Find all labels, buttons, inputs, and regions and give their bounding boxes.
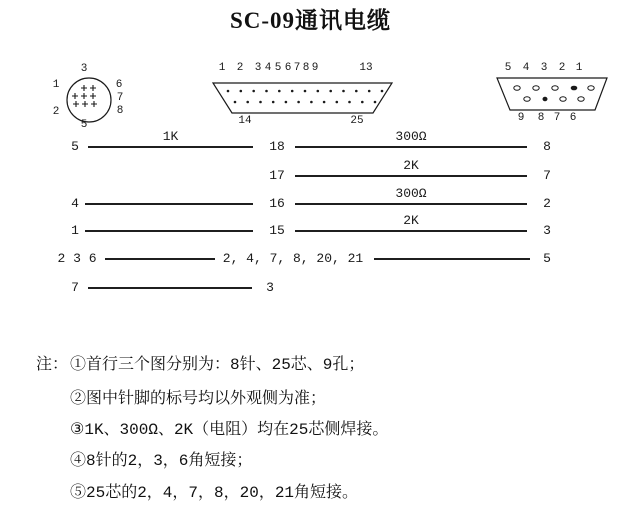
wire-pin-mid: 17 [269, 168, 285, 183]
notes-prefix: 注： [36, 356, 69, 374]
db9-top-label: 5 [504, 62, 512, 74]
din8-label-middle-right: 7 [116, 92, 124, 104]
wire-line [88, 287, 252, 289]
din8-label-bottom: 5 [80, 119, 88, 131]
wire-resistor-label: 2K [403, 213, 419, 228]
db9-top-label: 2 [558, 62, 566, 74]
wire-line [295, 230, 527, 232]
din8-label-upper-right: 6 [115, 79, 123, 91]
db9-top-label: 4 [522, 62, 530, 74]
db9-top-label: 1 [575, 62, 583, 74]
db25-top-label: 9 [311, 62, 319, 74]
wire-pin-right: 5 [543, 251, 551, 266]
wire-line [295, 146, 527, 148]
db25-top-label: 1 [218, 62, 226, 74]
wire-pin-mid: 18 [269, 139, 285, 154]
db25-connector-shape [213, 83, 392, 113]
wire-pin-mid: 15 [269, 223, 285, 238]
db9-socket-holes [514, 86, 594, 102]
db25-pin-dots [227, 90, 384, 104]
wire-pin-right: 8 [543, 139, 551, 154]
wire-pin-left: 2 3 6 [57, 251, 97, 266]
wire-line [88, 146, 253, 148]
wire-line [295, 203, 527, 205]
db25-top-label: 5 [274, 62, 282, 74]
db25-top-label: 2 [236, 62, 244, 74]
wire-line [105, 258, 215, 260]
db9-bottom-label: 6 [569, 112, 577, 124]
wire-pin-mid: 3 [266, 280, 274, 295]
wire-pin-right: 2 [543, 196, 551, 211]
db9-top-label: 3 [540, 62, 548, 74]
din8-connector-shape [67, 78, 111, 122]
note-line-2: ②图中针脚的标号均以外观侧为准； [70, 390, 327, 408]
wire-line [85, 203, 253, 205]
din8-label-top: 3 [80, 63, 88, 75]
wire-pin-left: 1 [71, 223, 79, 238]
page-title: SC-09通讯电缆 [229, 8, 392, 33]
db25-top-label: 13 [359, 62, 373, 74]
wire-pin-right: 3 [543, 223, 551, 238]
db9-bottom-label: 8 [537, 112, 545, 124]
wire-pin-left: 4 [71, 196, 79, 211]
db25-top-label: 8 [302, 62, 310, 74]
db25-top-label: 3 [254, 62, 262, 74]
db25-top-label: 6 [284, 62, 292, 74]
db9-bottom-label: 7 [553, 112, 561, 124]
wire-resistor-label: 2K [403, 158, 419, 173]
db9-connector-shape [497, 78, 607, 110]
wire-resistor-label: 300Ω [395, 129, 427, 144]
db25-top-label: 7 [293, 62, 301, 74]
note-line-1: ①首行三个图分别为：8针、25芯、9孔； [70, 356, 365, 374]
din8-pin-crosses [72, 85, 97, 107]
wire-pin-left: 5 [71, 139, 79, 154]
db9-bottom-label: 9 [517, 112, 525, 124]
note-line-5: ⑤25芯的2，4，7，8，20，21角短接。 [70, 484, 359, 502]
wire-pin-left: 7 [71, 280, 79, 295]
din8-label-lower-left: 2 [52, 106, 60, 118]
wire-resistor-label: 300Ω [395, 186, 427, 201]
din8-label-lower-right: 8 [116, 105, 124, 117]
wire-pin-mid: 2, 4, 7, 8, 20, 21 [222, 251, 364, 266]
wire-line [374, 258, 530, 260]
db25-bottom-label: 25 [350, 115, 364, 127]
wire-resistor-label: 1K [162, 129, 179, 144]
note-line-4: ④8针的2，3，6角短接； [70, 452, 253, 470]
db25-top-label: 4 [264, 62, 272, 74]
wire-pin-right: 7 [543, 168, 551, 183]
note-line-3: ③1K、300Ω、2K（电阻）均在25芯侧焊接。 [70, 421, 389, 439]
wire-line [295, 175, 527, 177]
db25-bottom-label: 14 [238, 115, 252, 127]
wire-line [85, 230, 253, 232]
din8-label-upper-left: 1 [52, 79, 60, 91]
wire-pin-mid: 16 [269, 196, 285, 211]
